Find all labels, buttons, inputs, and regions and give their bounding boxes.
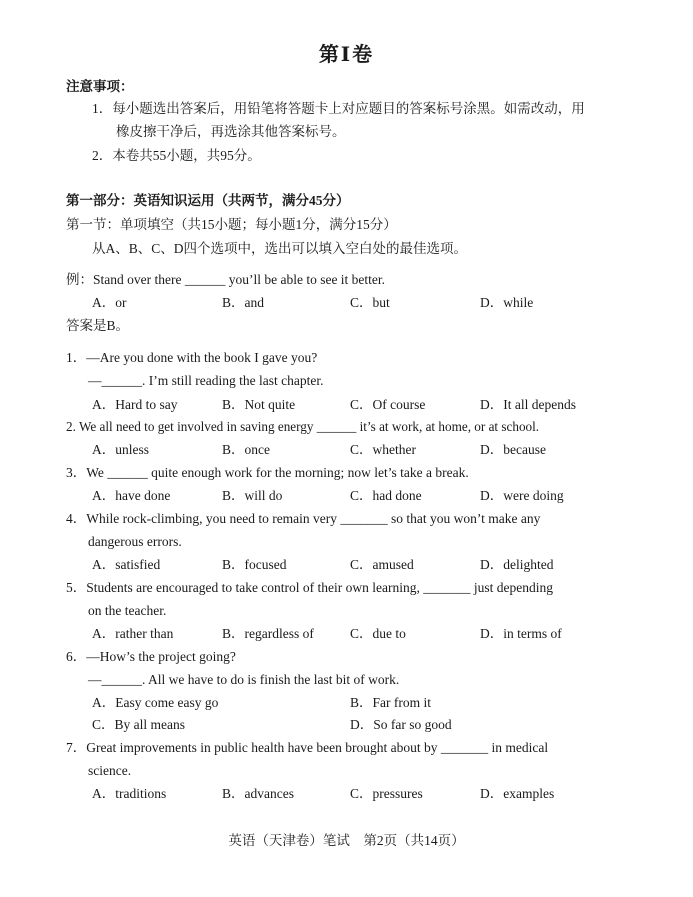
question-4-option-d: D．delighted [480,557,554,572]
question-5-option-b: B．regardless of [222,626,314,641]
notice-item-1: 1．每小题选出答案后，用铅笔将答题卡上对应题目的答案标号涂黑。如需改动，用 [92,101,585,116]
question-1-stem-cont: —______. I’m still reading the last chapter. [88,373,324,388]
question-4-option-a: A．satisfied [92,557,161,572]
question-2-option-c: C．whether [350,442,416,457]
question-1-stem: 1．—Are you done with the book I gave you? [66,350,318,365]
notice-item-1-cont: 橡皮擦干净后，再选涂其他答案标号。 [116,124,346,139]
question-3-option-b: B．will do [222,488,283,503]
question-2-option-d: D．because [480,442,546,457]
question-7-option-b: B．advances [222,786,294,801]
example-option-d: D．while [480,295,534,310]
section1-instruction: 从A、B、C、D四个选项中，选出可以填入空白处的最佳选项。 [92,241,468,256]
example-option-c: C．but [350,295,390,310]
question-1-option-d: D．It all depends [480,397,576,412]
page-title: 第Ⅰ卷 [318,44,375,66]
question-6-option-a: A．Easy come easy go [92,695,219,710]
question-7-stem: 7．Great improvements in public health have been brought about by _______ in medical [66,740,549,755]
part1-heading: 第一部分：英语知识运用（共两节，满分45分） [66,193,350,208]
question-2-option-a: A．unless [92,442,149,457]
question-6-option-c: C．By all means [92,717,185,732]
question-3-option-c: C．had done [350,488,422,503]
question-5-option-d: D．in terms of [480,626,562,641]
notice-item-2: 2．本卷共55小题，共95分。 [92,148,261,163]
example-answer: 答案是B。 [66,318,130,333]
question-6-option-b: B．Far from it [350,695,431,710]
example-option-a: A．or [92,295,127,310]
question-5-option-c: C．due to [350,626,406,641]
question-5-stem: 5．Students are encouraged to take control of their own learning, _______ just depending [66,580,554,595]
question-4-option-c: C．amused [350,557,414,572]
question-7-option-d: D．examples [480,786,555,801]
notice-heading: 注意事项： [66,79,134,94]
question-1-option-b: B．Not quite [222,397,296,412]
section1-heading: 第一节：单项填空（共15小题；每小题1分，满分15分） [66,217,397,232]
question-4-option-b: B．focused [222,557,287,572]
question-7-option-c: C．pressures [350,786,423,801]
example-stem: 例：Stand over there ______ you’ll be able to see it better. [66,272,386,287]
page-footer: 英语（天津卷）笔试 第2页（共14页） [228,833,465,848]
question-3-stem: 3．We ______ quite enough work for the morning; now let’s take a break. [66,465,469,480]
question-3-option-a: A．have done [92,488,171,503]
question-1-option-a: A．Hard to say [92,397,178,412]
question-2-stem: 2. We all need to get involved in saving energy ______ it’s at work, at home, or at school. [66,419,540,434]
question-7-stem-cont: science. [88,763,132,778]
question-7-option-a: A．traditions [92,786,167,801]
example-option-b: B．and [222,295,264,310]
question-4-stem: 4．While rock-climbing, you need to remain very _______ so that you won’t make any [66,511,541,526]
question-2-option-b: B．once [222,442,270,457]
question-5-stem-cont: on the teacher. [88,603,167,618]
question-3-option-d: D．were doing [480,488,564,503]
question-1-option-c: C．Of course [350,397,426,412]
question-4-stem-cont: dangerous errors. [88,534,182,549]
question-6-stem-cont: —______. All we have to do is finish the last bit of work. [88,672,400,687]
question-6-option-d: D．So far so good [350,717,452,732]
question-5-option-a: A．rather than [92,626,174,641]
question-6-stem: 6．—How’s the project going? [66,649,236,664]
